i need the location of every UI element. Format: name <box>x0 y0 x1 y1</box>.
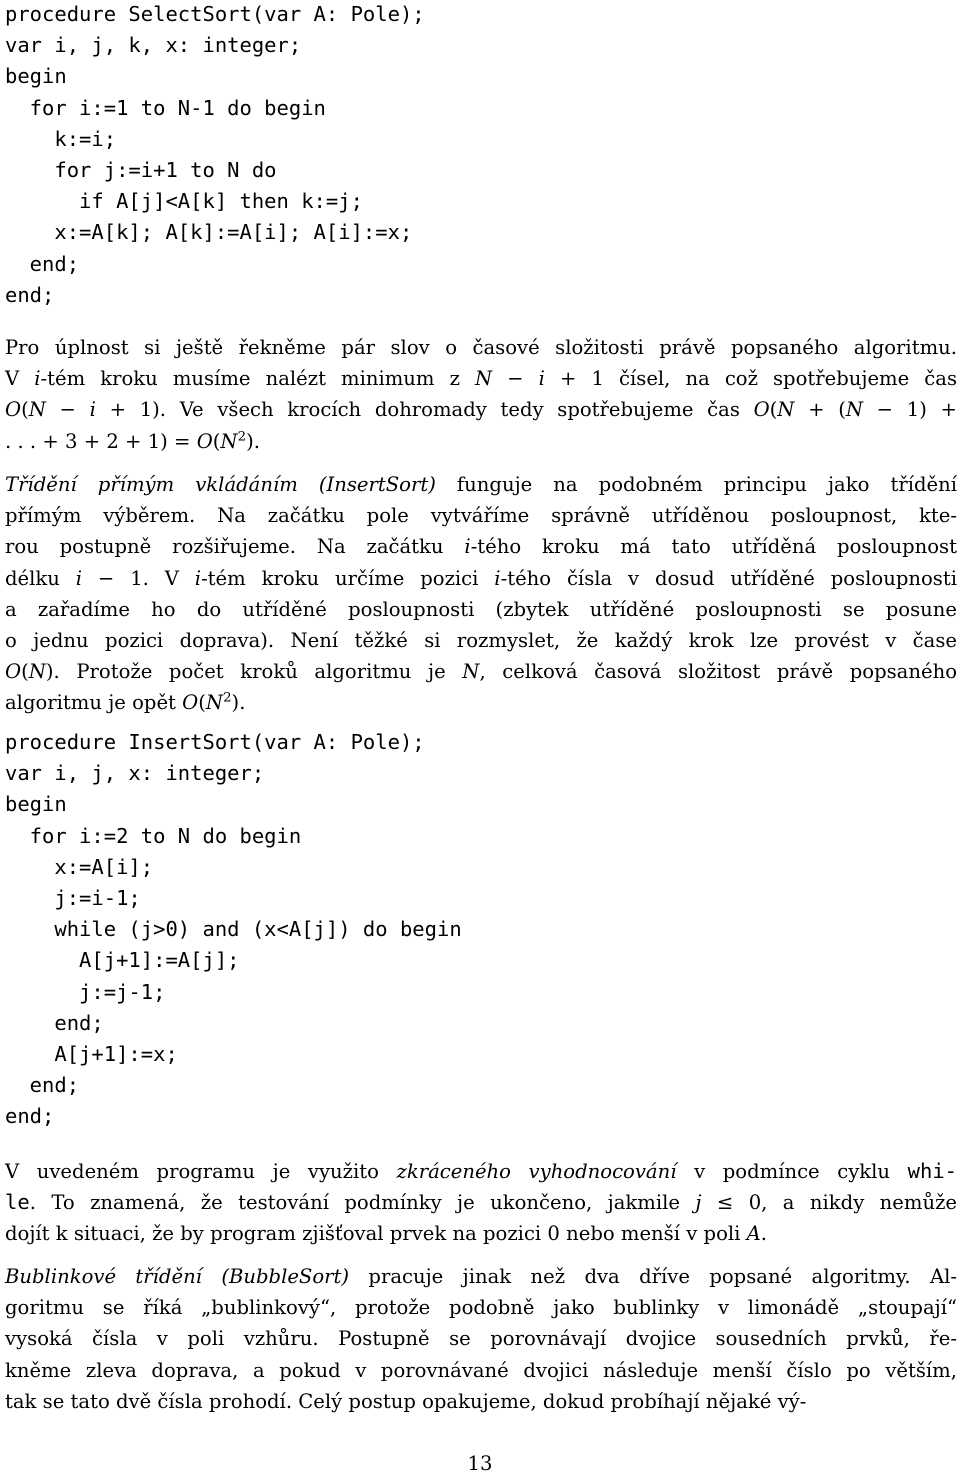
text-run: . <box>760 1222 768 1246</box>
text-run: pracuje jinak než dva dříve popsané algoritmy. Al- <box>349 1265 958 1288</box>
text-run: a zařadíme ho do utříděné posloupnosti (zbytek utříděné posloupnosti se posune <box>5 597 957 621</box>
code-line: for i:=1 to N-1 do begin <box>5 95 326 120</box>
text-run: přímým výběrem. Na začátku pole vytváříme správně utříděnou posloupnost, kte- <box>5 504 957 528</box>
text-run: . . . + 3 + 2 + 1) = <box>5 429 197 453</box>
text-line <box>5 1218 957 1249</box>
text-line <box>5 1355 957 1386</box>
italic-text: i <box>34 367 41 391</box>
text-line <box>5 332 957 363</box>
text-run: ). Protože počet kroků algoritmu je <box>45 660 463 684</box>
text-line <box>5 531 957 562</box>
text-line <box>5 1156 957 1187</box>
text-line <box>5 1323 957 1354</box>
italic-text: N <box>474 367 493 391</box>
italic-text: N <box>462 660 480 684</box>
page-number: 13 <box>467 1452 493 1475</box>
italic-text: i <box>464 535 471 559</box>
code-line: end; <box>5 282 55 307</box>
code-line: procedure InsertSort(var A: Pole); <box>5 730 425 754</box>
text-run: − <box>492 367 539 391</box>
italic-text: zkráceného vyhodnocování <box>396 1160 677 1183</box>
text-run: ). <box>246 429 260 453</box>
text-run: + 1). Ve všech krocích dohromady tedy spotřebujeme čas <box>95 398 754 422</box>
italic-text: A <box>746 1222 761 1246</box>
italic-text: i <box>89 398 96 422</box>
code-line: x:=A[i]; <box>5 854 154 879</box>
text-run: dojít k situaci, že by program zjišťoval prvek na pozici 0 nebo menší v poli <box>5 1222 747 1246</box>
insertsort-description-paragraph <box>5 469 957 719</box>
code-line: if A[j]<A[k] then k:=j; <box>5 189 363 214</box>
text-run: goritmu se říká „bublinkový“, protože podobně jako bublinky v limonádě „stoupají“ <box>5 1296 957 1320</box>
text-run: -tého kroku má tato utříděná posloupnost <box>470 535 957 559</box>
code-line: k:=i; <box>5 126 117 151</box>
text-run: Pro úplnost si ještě řekněme pár slov o časové složitosti právě popsaného algoritmu. <box>5 336 957 359</box>
code-line: A[j+1]:=A[j]; <box>5 948 240 973</box>
text-run: ( <box>198 691 206 715</box>
italic-text: j <box>695 1191 702 1215</box>
italic-text: O <box>196 429 213 453</box>
text-run: -tého čísla v dosud utříděné posloupnosti <box>500 566 957 590</box>
text-line <box>5 563 957 594</box>
text-line <box>5 1292 957 1323</box>
code-line: end; <box>5 1104 55 1129</box>
italic-text: O <box>182 691 199 715</box>
italic-text: N <box>205 691 224 715</box>
text-run: tak se tato dvě čísla prohodí. Celý postup opakujeme, dokud probíhají nějaké vý- <box>5 1389 807 1413</box>
code-line: for j:=i+1 to N do <box>5 158 277 183</box>
text-run: ( <box>21 660 29 684</box>
italic-text: i <box>194 566 202 590</box>
text-run: kněme zleva doprava, a pokud v porovnávané dvojici následuje menší číslo po větším, <box>5 1358 957 1382</box>
text-run: vysoká čísla v poli vzhůru. Postupně se porovnávají dvojice sousedních prvků, ře- <box>5 1327 957 1351</box>
text-line <box>5 1261 957 1292</box>
text-run: . To znamená, že testování podmínky je ukončeno, jakmile <box>29 1191 696 1215</box>
text-run: V uvedeném programu je využito <box>5 1160 397 1183</box>
code-line: for i:=2 to N do begin <box>5 823 302 848</box>
text-run: délku <box>5 566 76 590</box>
text-run: -tém kroku musíme nalézt minimum z <box>40 367 475 391</box>
italic-text: O <box>5 398 22 422</box>
selectsort-complexity-paragraph <box>5 332 957 457</box>
italic-text: N <box>28 660 46 684</box>
text-run: + ( <box>794 398 846 422</box>
text-run: V <box>5 367 35 391</box>
text-run: ( <box>21 398 29 422</box>
code-line: begin <box>5 64 67 89</box>
italic-text: Bublinkové třídění (BubbleSort) <box>5 1265 350 1288</box>
italic-text: N <box>220 429 238 453</box>
text-line <box>5 1386 957 1417</box>
text-line <box>5 426 957 457</box>
text-run: − 1. V <box>82 566 195 590</box>
code-line: end; <box>5 1073 80 1098</box>
text-run: -tém kroku určíme pozici <box>201 566 495 590</box>
text-run: ( <box>212 429 221 453</box>
code-line: var i, j, x: integer; <box>5 761 265 786</box>
text-run: − 1) + <box>863 398 957 422</box>
code-line: procedure SelectSort(var A: Pole); <box>5 2 425 26</box>
text-run: + 1 čísel, na což spotřebujeme čas <box>544 367 957 391</box>
selectsort-code-block <box>5 0 425 311</box>
text-line <box>5 363 957 394</box>
superscript: 2 <box>237 429 247 445</box>
text-line <box>5 469 957 500</box>
text-line <box>5 687 957 718</box>
text-line <box>5 394 957 425</box>
italic-text: Třídění přímým vkládáním (InsertSort) <box>5 473 436 496</box>
text-line <box>5 656 957 687</box>
text-run: v podmínce cyklu <box>676 1160 908 1183</box>
code-line: end; <box>5 251 80 276</box>
code-line: x:=A[k]; A[k]:=A[i]; A[i]:=x; <box>5 220 413 245</box>
text-run: algoritmu je opět <box>5 691 183 715</box>
text-run: − <box>45 398 90 422</box>
text-line <box>5 1187 957 1218</box>
superscript: 2 <box>223 690 232 706</box>
italic-text: O <box>753 398 770 422</box>
code-line: while (j>0) and (x<A[j]) do begin <box>5 917 462 942</box>
italic-text: O <box>5 660 22 684</box>
text-run: rou postupně rozšiřujeme. Na začátku <box>5 535 465 559</box>
code-line: j:=j-1; <box>5 979 166 1004</box>
text-line <box>5 625 957 656</box>
code-text: le <box>5 1190 30 1215</box>
italic-text: i <box>494 566 501 590</box>
text-run: ≤ 0, a nikdy nemůže <box>701 1191 958 1215</box>
text-run: ( <box>769 398 778 422</box>
code-line: end; <box>5 1010 104 1035</box>
text-line <box>5 594 957 625</box>
text-line <box>5 500 957 531</box>
text-run: funguje na podobném principu jako třídění <box>435 473 957 496</box>
short-circuit-evaluation-paragraph <box>5 1156 957 1250</box>
italic-text: N <box>845 398 864 422</box>
code-line: A[j+1]:=x; <box>5 1042 178 1067</box>
code-text: whi- <box>907 1159 958 1183</box>
text-run: ). <box>231 691 246 715</box>
code-line: j:=i-1; <box>5 886 141 911</box>
code-line: var i, j, k, x: integer; <box>5 33 302 58</box>
code-line: begin <box>5 792 67 817</box>
text-run: o jednu pozici doprava). Není těžké si rozmyslet, že každý krok lze provést v čase <box>5 629 957 653</box>
bubblesort-description-paragraph <box>5 1261 957 1417</box>
text-run: , celková časová složitost právě popsaného <box>479 660 957 684</box>
italic-text: i <box>75 566 83 590</box>
italic-text: N <box>28 398 46 422</box>
insertsort-code-block <box>5 727 462 1133</box>
italic-text: N <box>777 398 795 422</box>
italic-text: i <box>538 367 545 391</box>
